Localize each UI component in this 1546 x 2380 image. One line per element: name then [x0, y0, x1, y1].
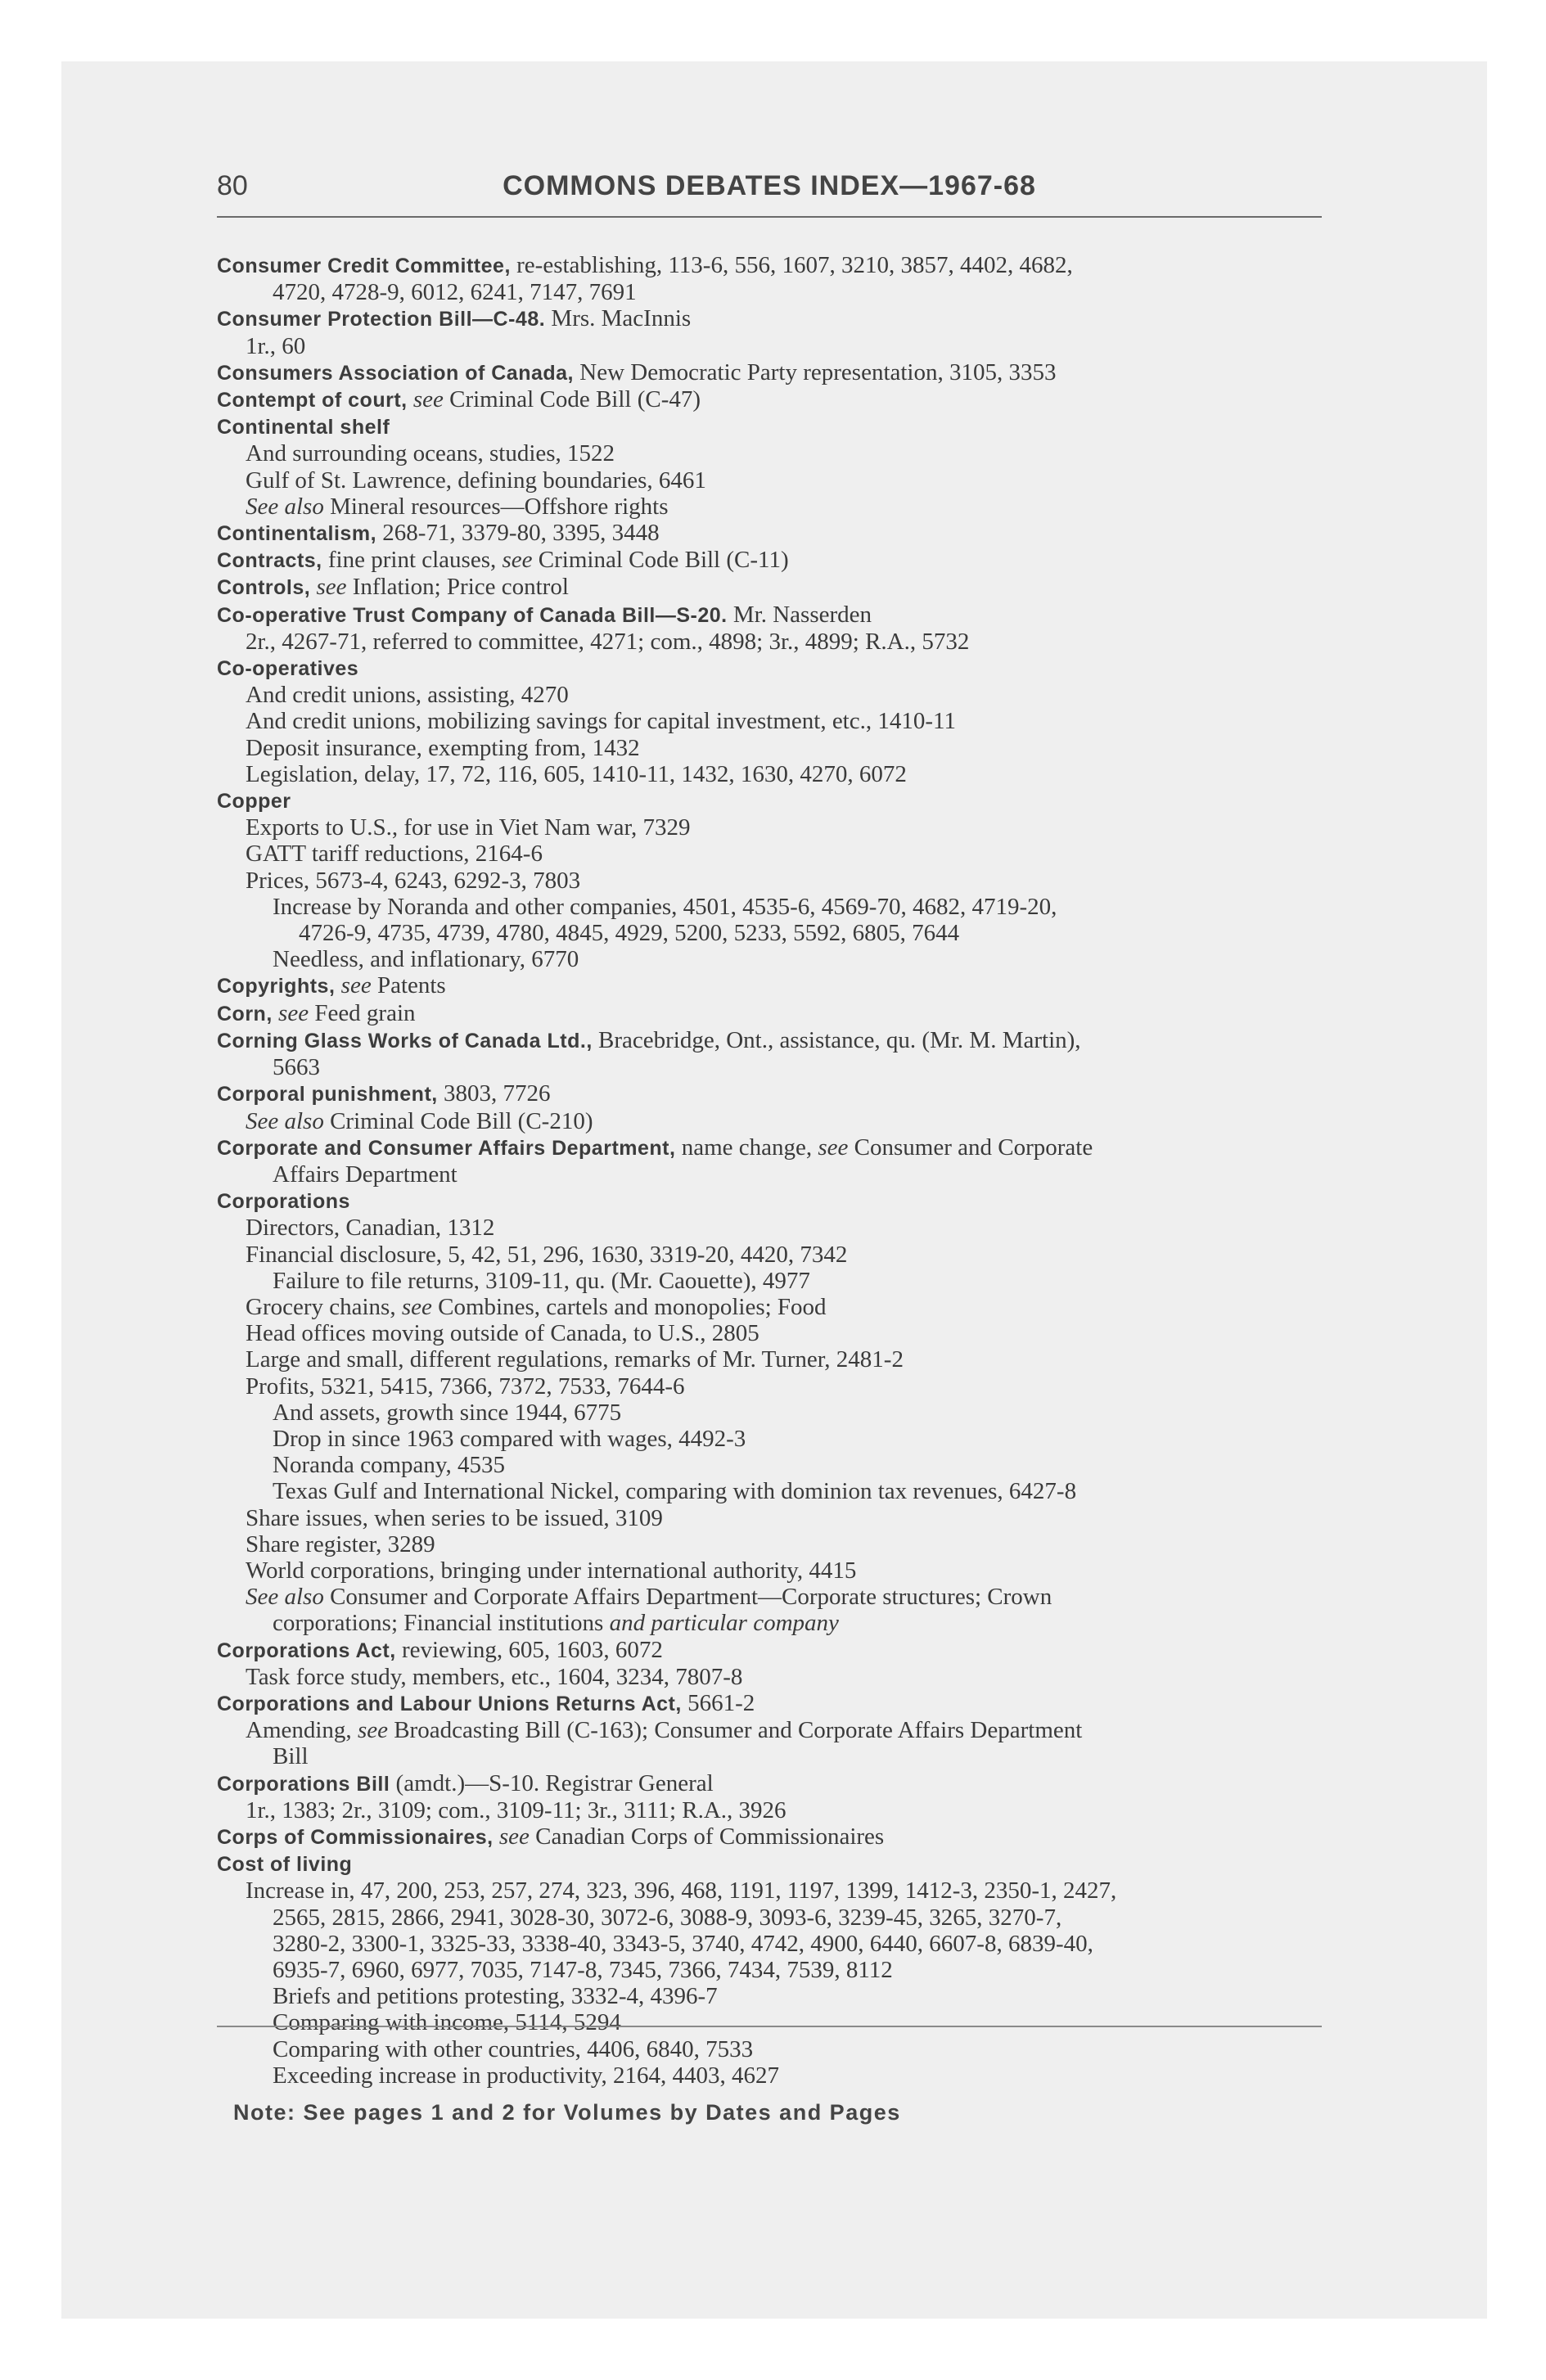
index-subentry-line — [217, 894, 1322, 920]
index-heading-line — [217, 655, 1322, 682]
index-text — [335, 972, 340, 998]
index-text: Large and small, different regulations, remarks of Mr. Turner, 2481-2 — [246, 1346, 904, 1373]
index-text: And credit unions, assisting, 4270 — [246, 682, 569, 709]
index-subentry-line — [217, 1426, 1322, 1452]
index-text: Gulf of St. Lawrence, defining boundaries, 6461 — [246, 467, 706, 494]
index-subentry-line — [217, 1743, 1322, 1769]
index-subentry-line — [217, 440, 1322, 467]
index-subentry-line — [217, 841, 1322, 867]
index-text: Mr. Nasserden — [727, 601, 872, 628]
index-text: corporations; Financial institutions — [273, 1610, 610, 1637]
index-text: Patents — [371, 972, 446, 999]
index-text: Canadian Corps of Commissionaires — [529, 1823, 885, 1850]
index-text: 6935-7, 6960, 6977, 7035, 7147-8, 7345, 7366, 7434, 7539, 8112 — [273, 1957, 893, 1983]
index-text — [273, 1000, 278, 1026]
index-text: Exceeding increase in productivity, 2164, 4403, 4627 — [273, 2062, 780, 2089]
index-text: Criminal Code Bill (C-47) — [443, 386, 701, 413]
index-text: And credit unions, mobilizing savings for capital investment, etc., 1410-11 — [246, 708, 956, 735]
index-heading-line — [217, 386, 1322, 413]
index-text: Consumer and Corporate — [848, 1134, 1093, 1161]
index-heading-line — [217, 1637, 1322, 1664]
index-text: Consumer and Corporate Affairs Department—Corporate structures; Crown — [323, 1584, 1052, 1611]
index-text: 3280-2, 3300-1, 3325-33, 3338-40, 3343-5, 3740, 4742, 4900, 6440, 6607-8, 6839-40, — [273, 1930, 1093, 1957]
index-subentry-line — [217, 1505, 1322, 1531]
index-heading-line — [217, 1188, 1322, 1215]
italic-text: see — [401, 1293, 432, 1320]
index-subentry-line — [217, 1904, 1322, 1931]
index-subentry-line — [217, 1373, 1322, 1400]
index-text: GATT tariff reductions, 2164-6 — [246, 841, 543, 868]
bottom-rule — [217, 2026, 1322, 2027]
index-heading-line — [217, 602, 1322, 629]
index-text: 3803, 7726 — [437, 1080, 551, 1107]
index-heading: Consumers Association of Canada, — [217, 361, 574, 385]
index-heading-line — [217, 547, 1322, 574]
index-text: reviewing, 605, 1603, 6072 — [395, 1636, 663, 1663]
index-text: 1r., 1383; 2r., 3109; com., 3109-11; 3r., 3111; R.A., 3926 — [246, 1796, 787, 1823]
index-subentry-line — [217, 946, 1322, 972]
page-header — [217, 170, 1322, 218]
index-subentry-line — [217, 1531, 1322, 1557]
index-subentry-line — [217, 1346, 1322, 1373]
index-subentry-line — [217, 735, 1322, 761]
index-subentry-line — [217, 761, 1322, 787]
index-subentry-line — [217, 1983, 1322, 2009]
italic-text: see — [316, 574, 347, 601]
index-subentry-line — [217, 629, 1322, 655]
index-subentry-line — [217, 2036, 1322, 2062]
italic-text: see — [278, 999, 309, 1026]
index-subentry-line — [217, 467, 1322, 494]
index-subentry-line — [217, 1400, 1322, 1426]
index-heading-line — [217, 1850, 1322, 1877]
index-subentry-line — [217, 1108, 1322, 1134]
index-text: Task force study, members, etc., 1604, 3234, 7807-8 — [246, 1663, 743, 1690]
index-subentry-line — [217, 1931, 1322, 1957]
index-text: Comparing with income, 5114, 5294 — [273, 2009, 621, 2036]
index-text: Combines, cartels and monopolies; Food — [431, 1293, 827, 1320]
index-text: Exports to U.S., for use in Viet Nam war, 7329 — [246, 814, 691, 841]
index-text: Amending, — [246, 1717, 358, 1744]
index-heading-line — [217, 787, 1322, 814]
index-text: New Democratic Party representation, 3105, 3353 — [574, 358, 1057, 385]
index-text — [408, 386, 413, 412]
index-text: Increase by Noranda and other companies, 4501, 4535-6, 4569-70, 4682, 4719-20, — [273, 893, 1057, 920]
index-subentry-line — [217, 1242, 1322, 1268]
italic-text: and particular company — [609, 1610, 839, 1637]
index-heading: Consumer Protection Bill—C-48. — [217, 308, 546, 331]
index-subentry-line — [217, 868, 1322, 894]
index-subentry-line — [217, 279, 1322, 305]
index-text: Needless, and inflationary, 6770 — [273, 946, 579, 973]
index-text: Feed grain — [309, 999, 416, 1026]
index-subentry-line — [217, 708, 1322, 734]
italic-text: see — [412, 386, 444, 413]
index-subentry-line — [217, 1557, 1322, 1584]
index-heading: Corporations and Labour Unions Returns Act, — [217, 1692, 682, 1715]
index-subentry-line — [217, 1717, 1322, 1743]
index-heading: Corporations Act, — [217, 1639, 396, 1662]
index-subentry-line — [217, 1797, 1322, 1823]
index-text: Inflation; Price control — [346, 574, 569, 601]
index-text: 5663 — [273, 1054, 320, 1081]
index-text: Increase in, 47, 200, 253, 257, 274, 323, 396, 468, 1191, 1197, 1399, 1412-3, 2350-1, 2427, — [246, 1877, 1117, 1904]
index-text: Comparing with other countries, 4406, 6840, 7533 — [273, 2035, 754, 2062]
index-text: And assets, growth since 1944, 6775 — [273, 1399, 622, 1426]
index-text — [494, 1823, 499, 1850]
index-heading-line — [217, 413, 1322, 440]
index-text: Mineral resources—Offshore rights — [323, 493, 669, 520]
index-text: Share issues, when series to be issued, 3109 — [246, 1504, 663, 1531]
index-heading: Copper — [217, 790, 291, 814]
index-text: Drop in since 1963 compared with wages, 4492-3 — [273, 1425, 746, 1452]
index-text: 4726-9, 4735, 4739, 4780, 4845, 4929, 5200, 5233, 5592, 6805, 7644 — [299, 920, 960, 947]
index-subentry-line — [217, 1452, 1322, 1478]
page-title: COMMONS DEBATES INDEX—1967-68 — [503, 170, 1036, 201]
index-heading-line — [217, 359, 1322, 386]
index-text: (amdt.)—S-10. Registrar General — [390, 1769, 714, 1796]
index-text: Financial disclosure, 5, 42, 51, 296, 1630, 3319-20, 4420, 7342 — [246, 1241, 848, 1268]
index-subentry-line — [217, 494, 1322, 520]
index-text: Directors, Canadian, 1312 — [246, 1215, 495, 1242]
italic-text: see — [818, 1134, 849, 1161]
index-heading: Copyrights, — [217, 975, 336, 998]
italic-text: See also — [246, 493, 324, 520]
index-text: Bill — [273, 1743, 309, 1770]
index-text: Texas Gulf and International Nickel, comparing with dominion tax revenues, 6427-8 — [273, 1478, 1077, 1505]
index-heading-line — [217, 972, 1322, 999]
index-subentry-line — [217, 1957, 1322, 1983]
index-text: Grocery chains, — [246, 1293, 402, 1320]
index-text: Head offices moving outside of Canada, to U.S., 2805 — [246, 1320, 759, 1347]
index-heading: Corporal punishment, — [217, 1083, 438, 1107]
page-number: 80 — [217, 170, 248, 201]
index-subentry-line — [217, 2009, 1322, 2035]
index-text: fine print clauses, — [322, 547, 503, 574]
index-text: Criminal Code Bill (C-210) — [323, 1107, 593, 1134]
index-subentry-line — [217, 1478, 1322, 1504]
index-heading-line — [217, 1000, 1322, 1027]
index-subentry-line — [217, 1294, 1322, 1320]
index-heading: Continental shelf — [217, 416, 390, 439]
index-heading: Contempt of court, — [217, 389, 408, 412]
index-heading: Corn, — [217, 1002, 273, 1025]
index-subentry-line — [217, 814, 1322, 841]
index-text: Briefs and petitions protesting, 3332-4, 4396-7 — [273, 1983, 718, 2010]
index-subentry-line — [217, 682, 1322, 708]
index-subentry-line — [217, 333, 1322, 359]
index-text: 5661-2 — [681, 1689, 755, 1716]
index-text: Deposit insurance, exempting from, 1432 — [246, 734, 640, 761]
italic-text: see — [502, 547, 533, 574]
index-heading: Corporations — [217, 1190, 350, 1214]
italic-text: See also — [246, 1584, 324, 1611]
index-text: 1r., 60 — [246, 332, 306, 359]
index-heading-line — [217, 252, 1322, 279]
index-heading: Cost of living — [217, 1853, 353, 1877]
index-subentry-line — [217, 1664, 1322, 1690]
index-heading: Corporate and Consumer Affairs Department, — [217, 1136, 676, 1160]
index-text: 2r., 4267-71, referred to committee, 4271; com., 4898; 3r., 4899; R.A., 5732 — [246, 628, 970, 655]
index-text: Failure to file returns, 3109-11, qu. (Mr. Caouette), 4977 — [273, 1267, 810, 1294]
index-subentry-line — [217, 1215, 1322, 1241]
index-text: 268-71, 3379-80, 3395, 3448 — [376, 520, 660, 547]
index-text: Bracebridge, Ont., assistance, qu. (Mr. M. Martin), — [592, 1026, 1081, 1053]
index-heading-line — [217, 1690, 1322, 1717]
index-heading-line — [217, 574, 1322, 601]
index-heading: Corporations Bill — [217, 1772, 390, 1796]
index-heading: Controls, — [217, 576, 311, 600]
index-heading-line — [217, 520, 1322, 547]
index-text: 2565, 2815, 2866, 2941, 3028-30, 3072-6, 3088-9, 3093-6, 3239-45, 3265, 3270-7, — [273, 1904, 1062, 1931]
index-subentry-line — [217, 1054, 1322, 1080]
italic-text: see — [498, 1823, 530, 1850]
index-heading-line — [217, 1770, 1322, 1797]
index-text: Criminal Code Bill (C-11) — [532, 547, 789, 574]
index-heading: Contracts, — [217, 549, 322, 573]
index-subentry-line — [217, 1161, 1322, 1188]
index-text: Legislation, delay, 17, 72, 116, 605, 1410-11, 1432, 1630, 4270, 6072 — [246, 760, 907, 787]
index-heading: Continentalism, — [217, 522, 377, 546]
index-subentry-line — [217, 1268, 1322, 1294]
index-heading: Consumer Credit Committee, — [217, 255, 511, 277]
index-heading: Corps of Commissionaires, — [217, 1825, 494, 1849]
index-heading: Corning Glass Works of Canada Ltd., — [217, 1029, 593, 1053]
index-text: Affairs Department — [273, 1161, 457, 1188]
index-text: Profits, 5321, 5415, 7366, 7372, 7533, 7644-6 — [246, 1373, 685, 1400]
index-text: And surrounding oceans, studies, 1522 — [246, 440, 615, 467]
index-heading-line — [217, 305, 1322, 332]
index-subentry-line — [217, 1320, 1322, 1346]
index-subentry-line — [217, 1877, 1322, 1904]
index-heading-line — [217, 1027, 1322, 1054]
footer-note: Note: See pages 1 and 2 for Volumes by Dates and Pages — [233, 2100, 901, 2125]
index-subentry-line — [217, 1584, 1322, 1610]
index-entries — [217, 252, 1322, 2089]
index-text: Mrs. MacInnis — [545, 305, 692, 332]
index-heading: Co-operative Trust Company of Canada Bill—S-20. — [217, 603, 728, 627]
index-subentry-line — [217, 1610, 1322, 1636]
index-heading-line — [217, 1080, 1322, 1107]
index-text: Share register, 3289 — [246, 1530, 435, 1557]
index-text: Prices, 5673-4, 6243, 6292-3, 7803 — [246, 867, 581, 894]
index-text: name change, — [675, 1134, 818, 1161]
index-text: re-establishing, 113-6, 556, 1607, 3210, 3857, 4402, 4682, — [510, 252, 1073, 278]
index-heading-line — [217, 1823, 1322, 1850]
italic-text: see — [340, 972, 372, 999]
index-text: 4720, 4728-9, 6012, 6241, 7147, 7691 — [273, 279, 637, 306]
index-subentry-line — [217, 920, 1322, 946]
italic-text: see — [357, 1717, 388, 1744]
index-text: Noranda company, 4535 — [273, 1452, 506, 1479]
index-text: World corporations, bringing under international authority, 4415 — [246, 1557, 857, 1584]
index-subentry-line — [217, 2062, 1322, 2089]
index-text: Broadcasting Bill (C-163); Consumer and Corporate Affairs Department — [387, 1717, 1083, 1744]
index-heading-line — [217, 1134, 1322, 1161]
italic-text: See also — [246, 1107, 324, 1134]
index-heading: Co-operatives — [217, 657, 359, 681]
